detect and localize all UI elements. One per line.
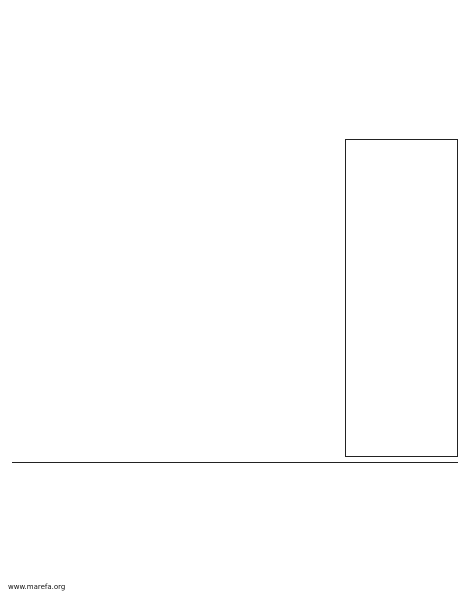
footer-url: www.marefa.org — [8, 583, 66, 591]
main-text-column — [12, 173, 339, 421]
top-text-block — [12, 12, 449, 136]
lower-text-block — [12, 466, 458, 576]
section-divider — [12, 462, 458, 463]
commentary-column — [349, 142, 454, 454]
verse-heading — [12, 155, 339, 167]
